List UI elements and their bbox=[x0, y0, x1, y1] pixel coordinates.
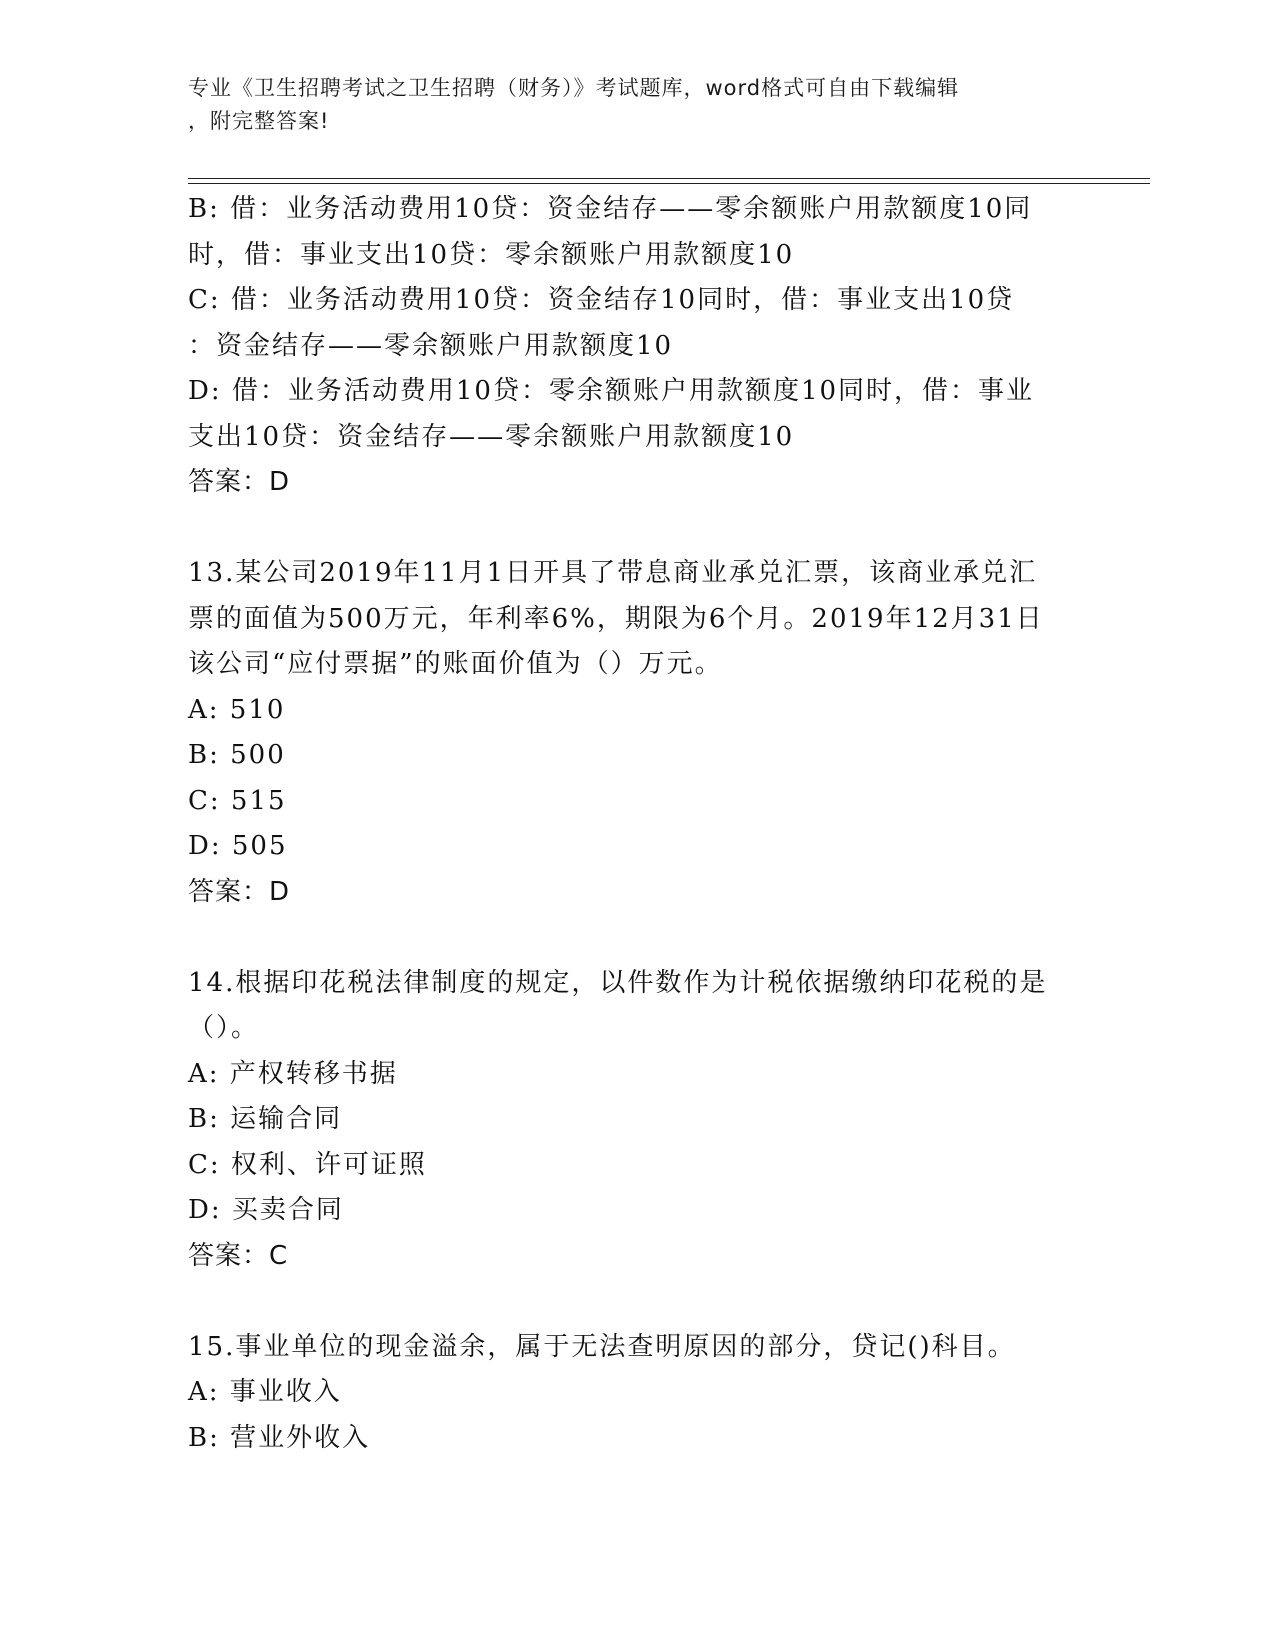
question-15-option-a: A: 事业收入 bbox=[188, 1377, 342, 1407]
document-body bbox=[188, 187, 1088, 1461]
document-header bbox=[188, 72, 1068, 138]
question-15-option-b: B: 营业外收入 bbox=[188, 1422, 371, 1453]
question-13-option-c: C: 515 bbox=[188, 785, 287, 816]
option-b-line-1: B: 借：业务活动费用10贷：资金结存——零余额账户用款额度10同 bbox=[188, 194, 1033, 224]
question-14-line-1: 14.根据印花税法律制度的规定，以件数作为计税依据缴纳印花税的是 bbox=[188, 967, 1048, 998]
question-13-option-a: A: 510 bbox=[188, 694, 286, 725]
question-14 bbox=[188, 961, 1088, 1280]
question-13-line-1: 13.某公司2019年11月1日开具了带息商业承兑汇票，该商业承兑汇 bbox=[188, 558, 1038, 588]
spacer bbox=[188, 915, 1088, 961]
question-13 bbox=[188, 551, 1088, 915]
option-d-line-2: 支出10贷：资金结存——零余额账户用款额度10 bbox=[188, 421, 795, 452]
header-divider-top bbox=[188, 178, 1150, 179]
answer-12: 答案：D bbox=[188, 467, 291, 497]
question-15-line-1: 15.事业单位的现金溢余，属于无法查明原因的部分，贷记()科目。 bbox=[188, 1331, 1016, 1362]
header-line-1: 专业《卫生招聘考试之卫生招聘（财务）》考试题库，word格式可自由下载编辑 bbox=[188, 76, 960, 100]
question-14-option-d: D: 买卖合同 bbox=[188, 1195, 344, 1225]
question-14-line-2: （）。 bbox=[188, 1013, 260, 1043]
question-13-line-3: 该公司“应付票据”的账面价值为（）万元。 bbox=[188, 649, 723, 679]
option-c-line-2: ：资金结存——零余额账户用款额度10 bbox=[188, 330, 674, 361]
question-13-option-d: D: 505 bbox=[188, 831, 288, 861]
question-13-line-2: 票的面值为500万元，年利率6%，期限为6个月。2019年12月31日 bbox=[188, 603, 1044, 634]
header-divider-bottom bbox=[188, 183, 1150, 184]
spacer bbox=[188, 506, 1088, 552]
header-line-2: ，附完整答案! bbox=[188, 109, 330, 133]
spacer bbox=[188, 1279, 1088, 1325]
question-13-option-b: B: 500 bbox=[188, 740, 286, 770]
question-14-option-c: C: 权利、许可证照 bbox=[188, 1149, 427, 1180]
question-15 bbox=[188, 1325, 1088, 1462]
answer-14: 答案：C bbox=[188, 1240, 289, 1271]
answer-13: 答案：D bbox=[188, 876, 291, 907]
option-c-line-1: C: 借：业务活动费用10贷：资金结存10同时，借：事业支出10贷 bbox=[188, 285, 1015, 315]
option-b-line-2: 时，借：事业支出10贷：零余额账户用款额度10 bbox=[188, 239, 795, 270]
question-14-option-b: B: 运输合同 bbox=[188, 1104, 343, 1134]
option-d-line-1: D: 借：业务活动费用10贷：零余额账户用款额度10同时，借：事业 bbox=[188, 376, 1035, 406]
question-14-option-a: A: 产权转移书据 bbox=[188, 1058, 398, 1089]
question-12-tail bbox=[188, 187, 1088, 506]
